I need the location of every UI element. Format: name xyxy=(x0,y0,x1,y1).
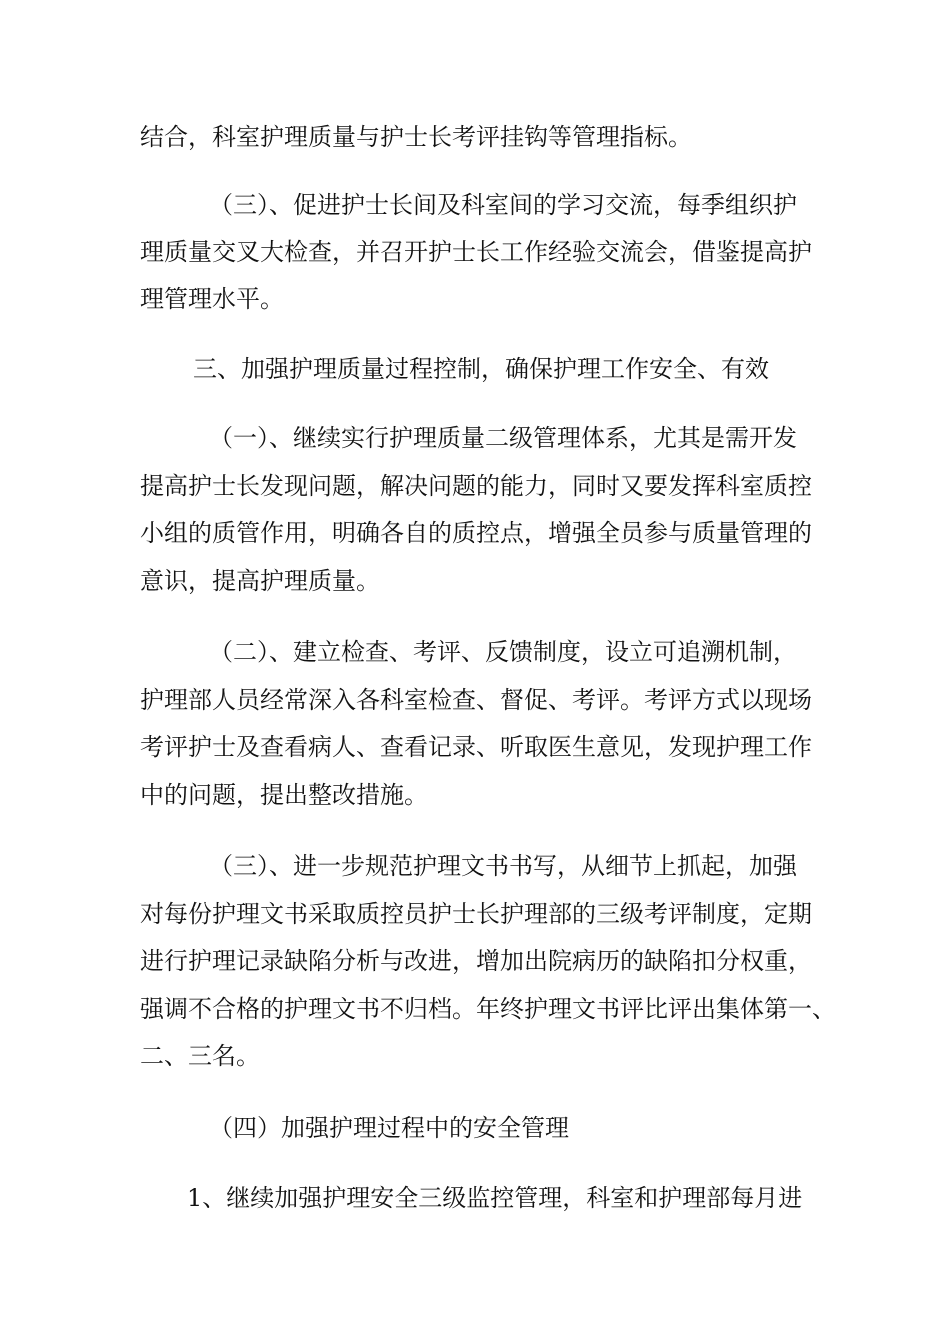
text-line: 进行护理记录缺陷分析与改进，增加出院病历的缺陷扣分权重， xyxy=(140,947,812,975)
text-line: 中的问题，提出整改措施。 xyxy=(140,781,428,809)
text-line: 理质量交叉大检查，并召开护士长工作经验交流会，借鉴提高护 xyxy=(140,238,812,266)
text-line: 意识，提高护理质量。 xyxy=(140,567,380,595)
text-line: 对每份护理文书采取质控员护士长护理部的三级考评制度，定期 xyxy=(140,900,812,928)
text-line: 小组的质管作用，明确各自的质控点，增强全员参与质量管理的 xyxy=(140,519,812,547)
text-line: 三、加强护理质量过程控制，确保护理工作安全、有效 xyxy=(193,355,769,383)
text-line: 提高护士长发现问题，解决问题的能力，同时又要发挥科室质控 xyxy=(140,472,812,500)
text-line: 1、继续加强护理安全三级监控管理，科室和护理部每月进 xyxy=(187,1184,803,1212)
text-line: 结合，科室护理质量与护士长考评挂钩等管理指标。 xyxy=(140,123,692,151)
text-line: （二）、建立检查、考评、反馈制度，设立可追溯机制， xyxy=(209,638,797,666)
text-line: （一）、继续实行护理质量二级管理体系，尤其是需开发 xyxy=(209,424,797,452)
text-line: 二、三名。 xyxy=(140,1042,260,1070)
text-line: 理管理水平。 xyxy=(140,285,284,313)
text-line: （三）、进一步规范护理文书书写，从细节上抓起，加强 xyxy=(209,852,797,880)
text-line: （三）、促进护士长间及科室间的学习交流，每季组织护 xyxy=(209,191,797,219)
text-line: 护理部人员经常深入各科室检查、督促、考评。考评方式以现场 xyxy=(140,686,812,714)
text-line: （四）加强护理过程中的安全管理 xyxy=(209,1114,569,1142)
text-line: 强调不合格的护理文书不归档。年终护理文书评比评出集体第一、 xyxy=(140,995,836,1023)
text-line: 考评护士及查看病人、查看记录、听取医生意见，发现护理工作 xyxy=(140,733,812,761)
